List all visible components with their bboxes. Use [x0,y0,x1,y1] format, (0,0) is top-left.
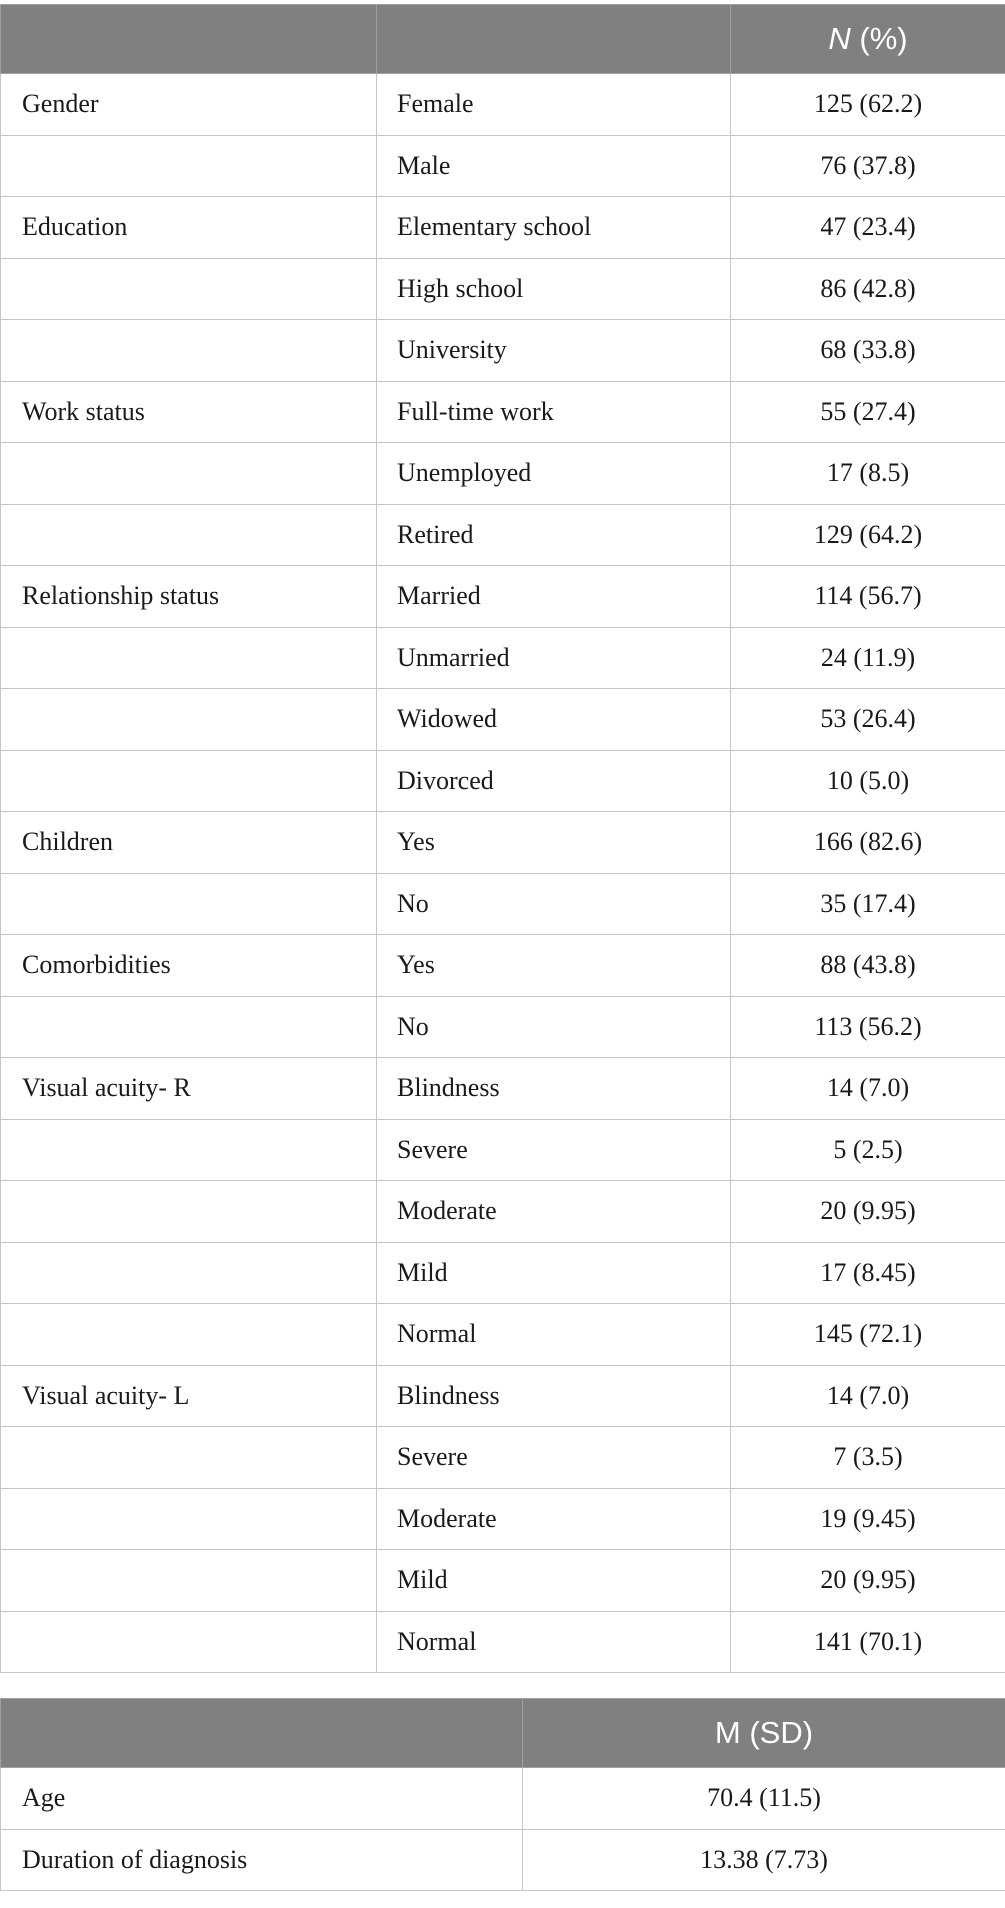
table-row [1,627,1005,689]
table-row [1,1365,1005,1427]
n-percent-cell: 14 (7.0) [731,1058,1005,1120]
table-row [1,566,1005,628]
variable-cell [1,320,377,382]
category-cell: Mild [377,1550,731,1612]
variable-cell [1,1427,377,1489]
category-cell: Yes [377,935,731,997]
n-percent-cell: 76 (37.8) [731,135,1005,197]
variable-cell: Relationship status [1,566,377,628]
category-cell: Female [377,74,731,136]
table-row [1,1427,1005,1489]
n-percent-cell: 19 (9.45) [731,1488,1005,1550]
table-row [1,1768,1005,1830]
variable-cell: Visual acuity- R [1,1058,377,1120]
mean-sd-table [0,1698,1005,1891]
n-percent-cell: 55 (27.4) [731,381,1005,443]
table-row [1,689,1005,751]
table-row [1,135,1005,197]
n-percent-cell: 88 (43.8) [731,935,1005,997]
variable-cell [1,1304,377,1366]
table-row [1,1058,1005,1120]
category-cell: University [377,320,731,382]
n-percent-cell: 113 (56.2) [731,996,1005,1058]
n-percent-cell: 86 (42.8) [731,258,1005,320]
n-percent-cell: 68 (33.8) [731,320,1005,382]
variable-cell [1,873,377,935]
n-percent-cell: 14 (7.0) [731,1365,1005,1427]
variable-cell [1,1488,377,1550]
variable-cell: Duration of diagnosis [1,1829,523,1891]
category-cell: Unmarried [377,627,731,689]
table-row [1,750,1005,812]
header-variable-cell [1,1699,523,1768]
n-percent-cell: 24 (11.9) [731,627,1005,689]
variable-cell [1,258,377,320]
variable-cell: Children [1,812,377,874]
category-cell: Full-time work [377,381,731,443]
category-cell: Severe [377,1427,731,1489]
variable-cell [1,443,377,505]
frequency-table [0,4,1005,1673]
frequency-table-body [1,74,1005,1673]
category-cell: Retired [377,504,731,566]
category-cell: Normal [377,1611,731,1673]
table-row [1,1829,1005,1891]
table-row [1,197,1005,259]
variable-cell [1,689,377,751]
table-row [1,1550,1005,1612]
header-category-cell [377,5,731,74]
n-percent-cell: 47 (23.4) [731,197,1005,259]
variable-cell [1,1550,377,1612]
table-row [1,381,1005,443]
mean-sd-cell: 13.38 (7.73) [523,1829,1005,1891]
variable-cell [1,1242,377,1304]
category-cell: High school [377,258,731,320]
table-row [1,812,1005,874]
table-row [1,74,1005,136]
variable-cell [1,1119,377,1181]
table-row [1,1119,1005,1181]
category-cell: Moderate [377,1488,731,1550]
table-row [1,1181,1005,1243]
variable-cell [1,504,377,566]
variable-cell [1,1611,377,1673]
category-cell: Married [377,566,731,628]
category-cell: Unemployed [377,443,731,505]
mean-sd-cell: 70.4 (11.5) [523,1768,1005,1830]
table-row [1,996,1005,1058]
variable-cell [1,1181,377,1243]
header-mean-sd-cell: M (SD) [523,1699,1005,1768]
table-row [1,1611,1005,1673]
table-row [1,258,1005,320]
n-percent-cell: 145 (72.1) [731,1304,1005,1366]
variable-cell [1,750,377,812]
category-cell: Widowed [377,689,731,751]
n-percent-cell: 141 (70.1) [731,1611,1005,1673]
n-percent-cell: 114 (56.7) [731,566,1005,628]
table-row [1,320,1005,382]
n-percent-cell: 20 (9.95) [731,1550,1005,1612]
variable-cell: Comorbidities [1,935,377,997]
header-percent-label: (%) [850,21,908,56]
variable-cell: Visual acuity- L [1,1365,377,1427]
header-variable-cell [1,5,377,74]
category-cell: No [377,996,731,1058]
header-n-label: N [828,21,851,56]
category-cell: Mild [377,1242,731,1304]
mean-sd-table-header [1,1699,1005,1768]
category-cell: No [377,873,731,935]
n-percent-cell: 17 (8.45) [731,1242,1005,1304]
variable-cell: Age [1,1768,523,1830]
category-cell: Normal [377,1304,731,1366]
category-cell: Blindness [377,1365,731,1427]
category-cell: Yes [377,812,731,874]
variable-cell [1,135,377,197]
variable-cell: Work status [1,381,377,443]
table-row [1,443,1005,505]
variable-cell: Education [1,197,377,259]
n-percent-cell: 7 (3.5) [731,1427,1005,1489]
header-n-percent-cell [731,5,1005,74]
variable-cell [1,627,377,689]
table-row [1,1488,1005,1550]
table-row [1,1242,1005,1304]
n-percent-cell: 17 (8.5) [731,443,1005,505]
n-percent-cell: 5 (2.5) [731,1119,1005,1181]
frequency-table-header [1,5,1005,74]
n-percent-cell: 35 (17.4) [731,873,1005,935]
table-row [1,873,1005,935]
n-percent-cell: 20 (9.95) [731,1181,1005,1243]
table-row [1,935,1005,997]
category-cell: Divorced [377,750,731,812]
n-percent-cell: 129 (64.2) [731,504,1005,566]
table-row [1,504,1005,566]
n-percent-cell: 166 (82.6) [731,812,1005,874]
variable-cell: Gender [1,74,377,136]
variable-cell [1,996,377,1058]
table-row [1,1304,1005,1366]
n-percent-cell: 10 (5.0) [731,750,1005,812]
category-cell: Blindness [377,1058,731,1120]
category-cell: Severe [377,1119,731,1181]
category-cell: Male [377,135,731,197]
mean-sd-table-body [1,1768,1005,1891]
n-percent-cell: 125 (62.2) [731,74,1005,136]
n-percent-cell: 53 (26.4) [731,689,1005,751]
category-cell: Moderate [377,1181,731,1243]
category-cell: Elementary school [377,197,731,259]
